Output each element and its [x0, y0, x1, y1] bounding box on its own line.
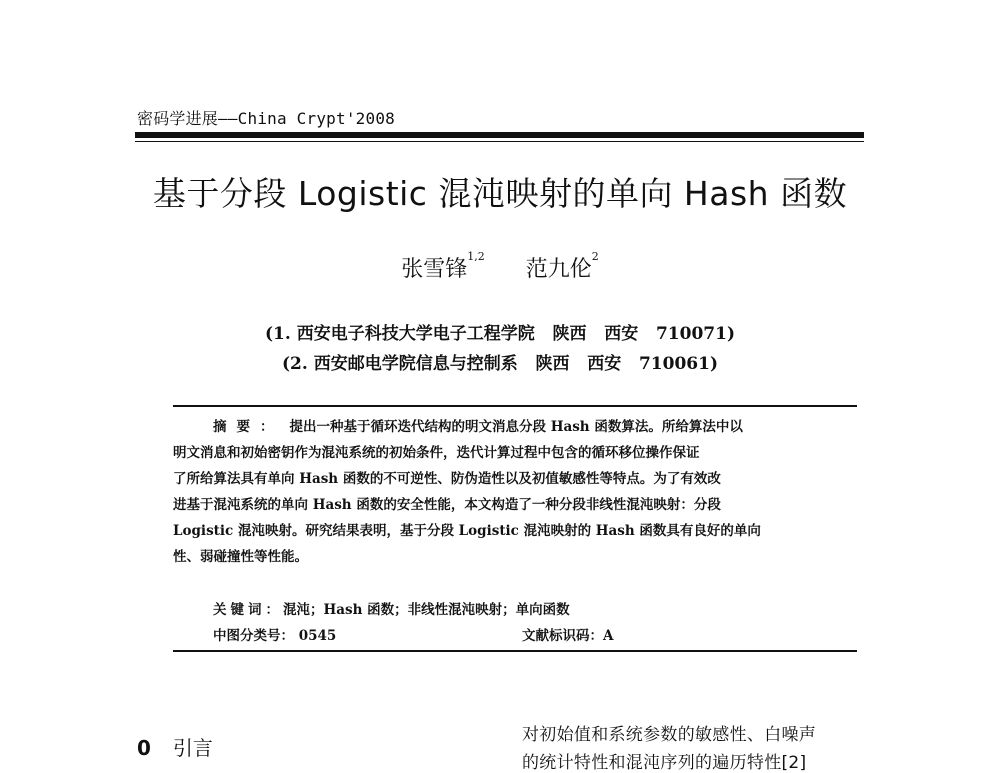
keywords-text: 混沌；Hash 函数；非线性混沌映射；单向函数	[283, 602, 570, 618]
author-affil-sup: 2	[591, 250, 599, 263]
document-code	[522, 624, 613, 644]
clc-label: 中图分类号：	[213, 628, 294, 644]
clc-number	[213, 624, 336, 644]
section-number: 0	[137, 736, 151, 760]
author-affil-sup: 1,2	[467, 250, 485, 263]
doc-code-value: A	[603, 628, 614, 644]
keywords	[213, 598, 570, 618]
body-text-line: 的统计特性和混沌序列的遍历特性[2]	[522, 753, 807, 773]
abstract-rule-top	[173, 405, 857, 407]
abstract-line	[173, 414, 857, 440]
paper-title: 基于分段 Logistic 混沌映射的单向 Hash 函数	[152, 174, 848, 213]
header-rule-thick	[135, 132, 864, 138]
author-name: 张雪锋	[401, 257, 468, 282]
abstract	[173, 414, 857, 570]
authors	[0, 252, 1000, 283]
body-text-line: 对初始值和系统参数的敏感性、白噪声	[522, 725, 817, 745]
clc-value: 0545	[298, 628, 337, 644]
section-heading	[137, 732, 213, 761]
section-title: 引言	[172, 736, 213, 760]
abstract-line: 了所给算法具有单向 Hash 函数的不可逆性、防伪造性以及初值敏感性等特点。为了有效改	[173, 471, 721, 487]
author-name: 范九伦	[525, 257, 592, 282]
abstract-line: Logistic 混沌映射。研究结果表明，基于分段 Logistic 混沌映射的 Hash 函数具有良好的单向	[173, 523, 761, 539]
affiliation-line: (1. 西安电子科技大学电子工程学院 陕西 西安 710071)	[265, 324, 735, 344]
abstract-label: 摘要：	[213, 419, 284, 435]
header-rule-thin	[135, 141, 864, 142]
abstract-text: 提出一种基于循环迭代结构的明文消息分段 Hash 函数算法。所给算法中以	[289, 419, 743, 435]
abstract-line: 性、弱碰撞性等性能。	[173, 549, 308, 565]
affiliation-line: (2. 西安邮电学院信息与控制系 陕西 西安 710061)	[282, 354, 718, 374]
running-header: 密码学进展——China Crypt'2008	[137, 109, 395, 128]
doc-code-label: 文献标识码：	[522, 628, 603, 644]
keywords-label: 关键词：	[213, 602, 283, 618]
abstract-line: 进基于混沌系统的单向 Hash 函数的安全性能，本文构造了一种分段非线性混沌映射：分段	[173, 497, 721, 513]
abstract-rule-bottom	[173, 650, 857, 652]
abstract-line: 明文消息和初始密钥作为混沌系统的初始条件，迭代计算过程中包含的循环移位操作保证	[173, 445, 700, 461]
